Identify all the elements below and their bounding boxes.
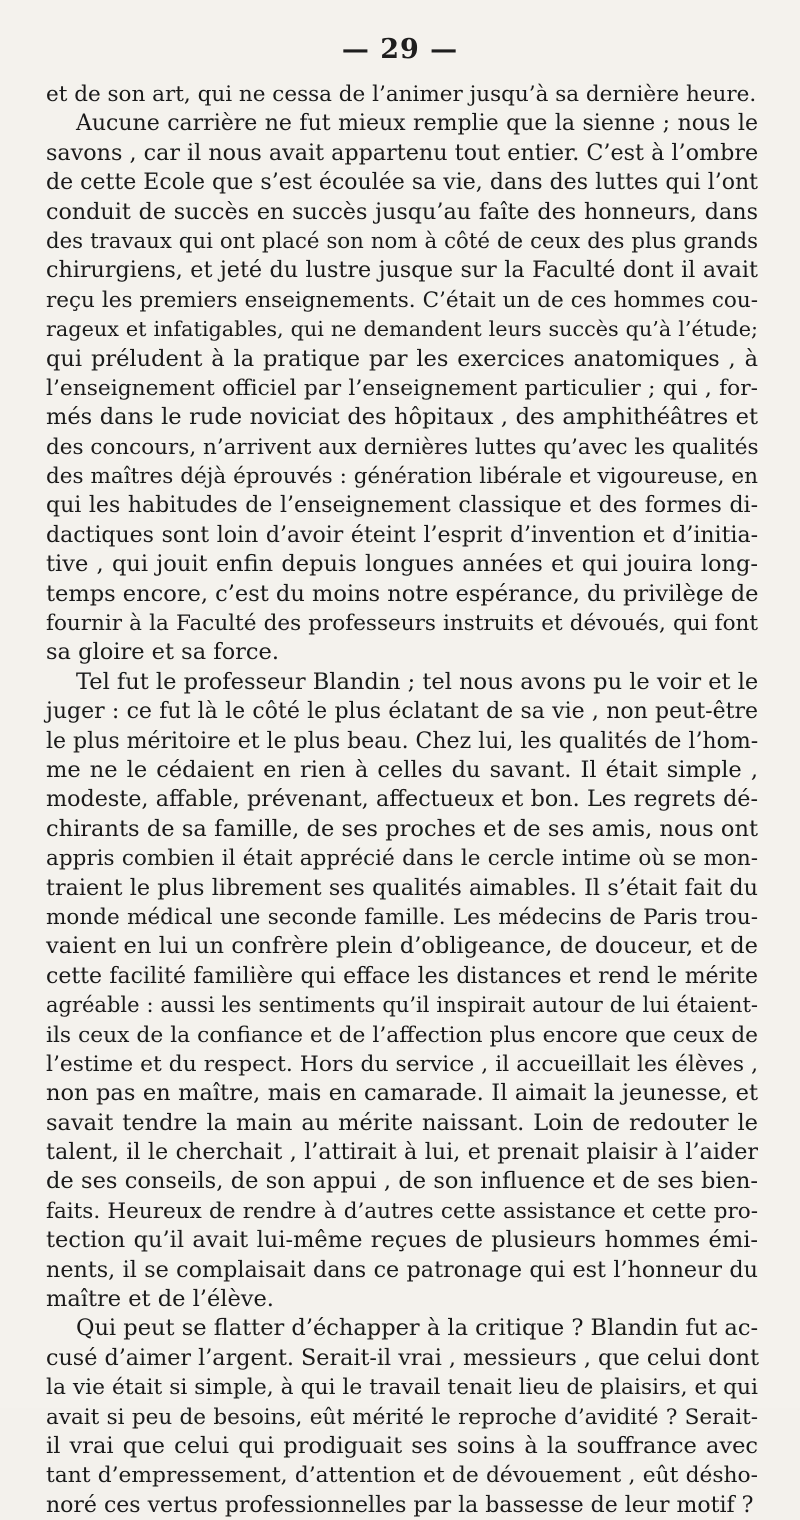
text-line: ils ceux de la confiance et de l’affection plus encore que ceux de — [46, 1022, 758, 1048]
text-line: il vrai que celui qui prodiguait ses soins à la souffrance avec — [46, 1432, 758, 1459]
text-line: Tel fut le professeur Blandin ; tel nous avons pu le voir et le — [76, 668, 759, 695]
text-line: des concours, n’arrivent aux dernières luttes qu’avec les qualités — [46, 434, 759, 460]
text-line: qui les habitudes de l’enseignement classique et des formes di- — [46, 493, 758, 519]
text-line: fournir à la Faculté des professeurs instruits et dévoués, qui font — [46, 611, 758, 637]
text-line: de ses conseils, de son appui , de son influence et de ses bien- — [46, 1168, 758, 1195]
text-line: des maîtres déjà éprouvés : génération libérale et vigoureuse, en — [46, 464, 758, 490]
paragraph — [46, 668, 758, 1315]
body-text — [46, 80, 758, 1520]
text-line: la vie était si simple, à qui le travail tenait lieu de plaisirs, et qui — [46, 1375, 758, 1401]
paragraph — [46, 1314, 758, 1520]
paragraph — [46, 80, 758, 109]
text-line: traient le plus librement ses qualités aimables. Il s’était fait du — [46, 874, 758, 901]
text-line: qui préludent à la pratique par les exercices anatomiques , à — [46, 345, 758, 372]
text-line: agréable : aussi les sentiments qu’il inspirait autour de lui étaient- — [46, 993, 758, 1018]
text-line: l’estime et du respect. Hors du service , il accueillait les élèves , — [46, 1051, 758, 1077]
text-line: vaient en lui un confrère plein d’obligeance, de douceur, et de — [46, 933, 758, 960]
paragraph — [46, 109, 758, 667]
text-line: rageux et infatigables, qui ne demandent leurs succès qu’à l’étude; — [46, 317, 758, 342]
text-line: avait si peu de besoins, eût mérité le reproche d’avidité ? Serait- — [46, 1404, 758, 1430]
text-line: tant d’empressement, d’attention et de dévouement , eût désho- — [46, 1463, 758, 1489]
text-line: des travaux qui ont placé son nom à côté de ceux des plus grands — [46, 228, 758, 254]
text-line: savons , car il nous avait appartenu tout entier. C’est à l’ombre — [46, 139, 759, 166]
text-line: savait tendre la main au mérite naissant. Loin de redouter le — [46, 1109, 758, 1136]
text-line: l’enseignement officiel par l’enseignement particulier ; qui , for- — [46, 375, 758, 401]
text-line: reçu les premiers enseignements. C’était un de ces hommes cou- — [46, 287, 758, 313]
text-line: de cette Ecole que s’est écoulée sa vie, dans des luttes qui l’ont — [46, 170, 758, 196]
text-line: chirants de sa famille, de ses proches et de ses amis, nous ont — [46, 815, 758, 842]
text-line: monde médical une seconde famille. Les médecins de Paris trou- — [46, 904, 758, 930]
text-line: Aucune carrière ne fut mieux remplie que la sienne ; nous le — [76, 111, 758, 137]
text-line: tive , qui jouit enfin depuis longues années et qui jouira long- — [46, 551, 758, 578]
text-line: cusé d’aimer l’argent. Serait-il vrai , messieurs , que celui dont — [46, 1344, 760, 1371]
text-line: le plus méritoire et le plus beau. Chez lui, les qualités de l’hom- — [46, 728, 759, 754]
text-line: modeste, affable, prévenant, affectueux et bon. Les regrets dé- — [46, 786, 758, 813]
text-line: més dans le rude noviciat des hôpitaux , des amphithéâtres et — [46, 404, 758, 431]
text-line: Qui peut se flatter d’échapper à la critique ? Blandin fut ac- — [76, 1315, 759, 1342]
text-line: non pas en maître, mais en camarade. Il aimait la jeunesse, et — [46, 1080, 758, 1107]
text-line: noré ces vertus professionnelles par la bassesse de leur motif ? — [46, 1492, 754, 1518]
text-line: talent, il le cherchait , l’attirait à lui, et prenait plaisir à l’aider — [46, 1139, 758, 1166]
text-line: chirurgiens, et jeté du lustre jusque sur la Faculté dont il avait — [46, 257, 758, 284]
text-line: temps encore, c’est du moins notre espérance, du privilège de — [46, 580, 759, 607]
text-line: appris combien il était apprécié dans le cercle intime où se mon- — [46, 846, 758, 872]
text-line: et de son art, qui ne cessa de l’animer jusqu’à sa dernière heure. — [46, 82, 757, 107]
text-line: faits. Heureux de rendre à d’autres cette assistance et cette pro- — [46, 1198, 758, 1224]
text-line: me ne le cédaient en rien à celles du savant. Il était simple , — [46, 756, 758, 783]
text-line: nents, il se complaisait dans ce patronage qui est l’honneur du — [46, 1256, 758, 1283]
text-line: sa gloire et sa force. — [46, 639, 279, 666]
text-line: juger : ce fut là le côté le plus éclatant de sa vie , non peut-être — [46, 699, 758, 725]
page-number: — 29 — — [341, 34, 459, 65]
text-line: tection qu’il avait lui-même reçues de plusieurs hommes émi- — [46, 1227, 758, 1254]
text-line: cette facilité familière qui efface les distances et rend le mérite — [46, 963, 758, 989]
text-line: conduit de succès en succès jusqu’au faîte des honneurs, dans — [46, 198, 758, 225]
text-line: dactiques sont loin d’avoir éteint l’esprit d’invention et d’initia- — [46, 522, 758, 548]
text-line: maître et de l’élève. — [46, 1286, 274, 1313]
